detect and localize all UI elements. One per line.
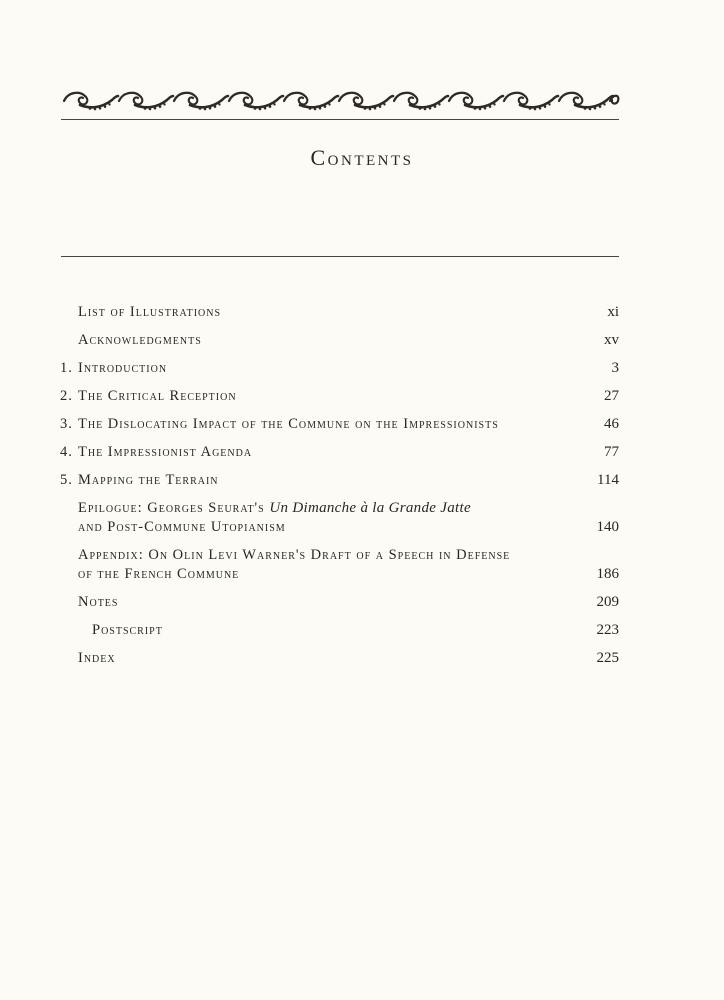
toc-entry-page: 140: [596, 519, 619, 535]
toc-entry-chapter-3[interactable]: [60, 406, 619, 434]
toc-entry-page: 225: [596, 650, 619, 666]
table-of-contents: [60, 294, 619, 668]
toc-entry-title-italic: Un Dimanche à la Grande Jatte: [269, 500, 471, 516]
toc-entry-chapter-4[interactable]: [60, 434, 619, 462]
toc-entry-title: Notes: [78, 594, 119, 610]
toc-entry-page: 209: [596, 594, 619, 610]
toc-entry-page: 223: [596, 622, 619, 638]
toc-entry-title-line2: of the French Commune: [78, 566, 240, 582]
toc-entry-title-line2: and Post-Commune Utopianism: [78, 519, 286, 535]
wave-scroll-border-icon: [60, 86, 620, 116]
toc-entry-page: 46: [604, 416, 619, 432]
toc-entry-title: [60, 499, 581, 537]
toc-entry-postscript[interactable]: [60, 612, 619, 640]
toc-entry-notes[interactable]: [60, 584, 619, 612]
toc-entry-title: List of Illustrations: [78, 304, 222, 320]
toc-entry-number: 3.: [60, 416, 73, 432]
toc-entry-title: The Critical Reception: [78, 388, 237, 404]
toc-entry-page: xi: [607, 304, 619, 320]
toc-entry-title: The Impressionist Agenda: [78, 444, 253, 460]
section-divider: [61, 256, 619, 257]
toc-entry-page: 27: [604, 388, 619, 404]
toc-entry-title: Acknowledgments: [78, 332, 202, 348]
header-divider: [61, 119, 619, 120]
toc-entry-chapter-5[interactable]: [60, 462, 619, 490]
toc-entry-page: 77: [604, 444, 619, 460]
toc-entry-acknowledgments[interactable]: [60, 322, 619, 350]
toc-entry-number: 2.: [60, 388, 73, 404]
toc-entry-title: Introduction: [78, 360, 168, 376]
toc-entry-title-text: Epilogue: Georges Seurat's: [78, 500, 270, 516]
toc-entry-chapter-1[interactable]: [60, 350, 619, 378]
toc-entry-list-of-illustrations[interactable]: [60, 294, 619, 322]
toc-entry-title: Postscript: [92, 622, 163, 638]
toc-entry-number: 1.: [60, 360, 73, 376]
toc-entry-epilogue[interactable]: [60, 490, 619, 537]
toc-entry-title: The Dislocating Impact of the Commune on the Impressionists: [78, 416, 499, 432]
toc-entry-page: xv: [604, 332, 619, 348]
toc-entry-appendix[interactable]: [60, 537, 619, 584]
toc-entry-number: 4.: [60, 444, 73, 460]
toc-entry-title-line1: [78, 499, 581, 518]
toc-entry-title: Mapping the Terrain: [78, 472, 219, 488]
toc-entry-index[interactable]: [60, 640, 619, 668]
page-title: Contents: [310, 145, 414, 170]
toc-entry-page: 114: [597, 472, 619, 488]
toc-entry-page: 186: [596, 566, 619, 582]
toc-entry-title-line1: Appendix: On Olin Levi Warner's Draft of a Speech in Defense: [78, 547, 511, 563]
toc-entry-chapter-2[interactable]: [60, 378, 619, 406]
toc-entry-title: [60, 546, 581, 584]
toc-entry-page: 3: [611, 360, 619, 376]
toc-entry-number: 5.: [60, 472, 73, 488]
toc-entry-title: Index: [78, 650, 116, 666]
